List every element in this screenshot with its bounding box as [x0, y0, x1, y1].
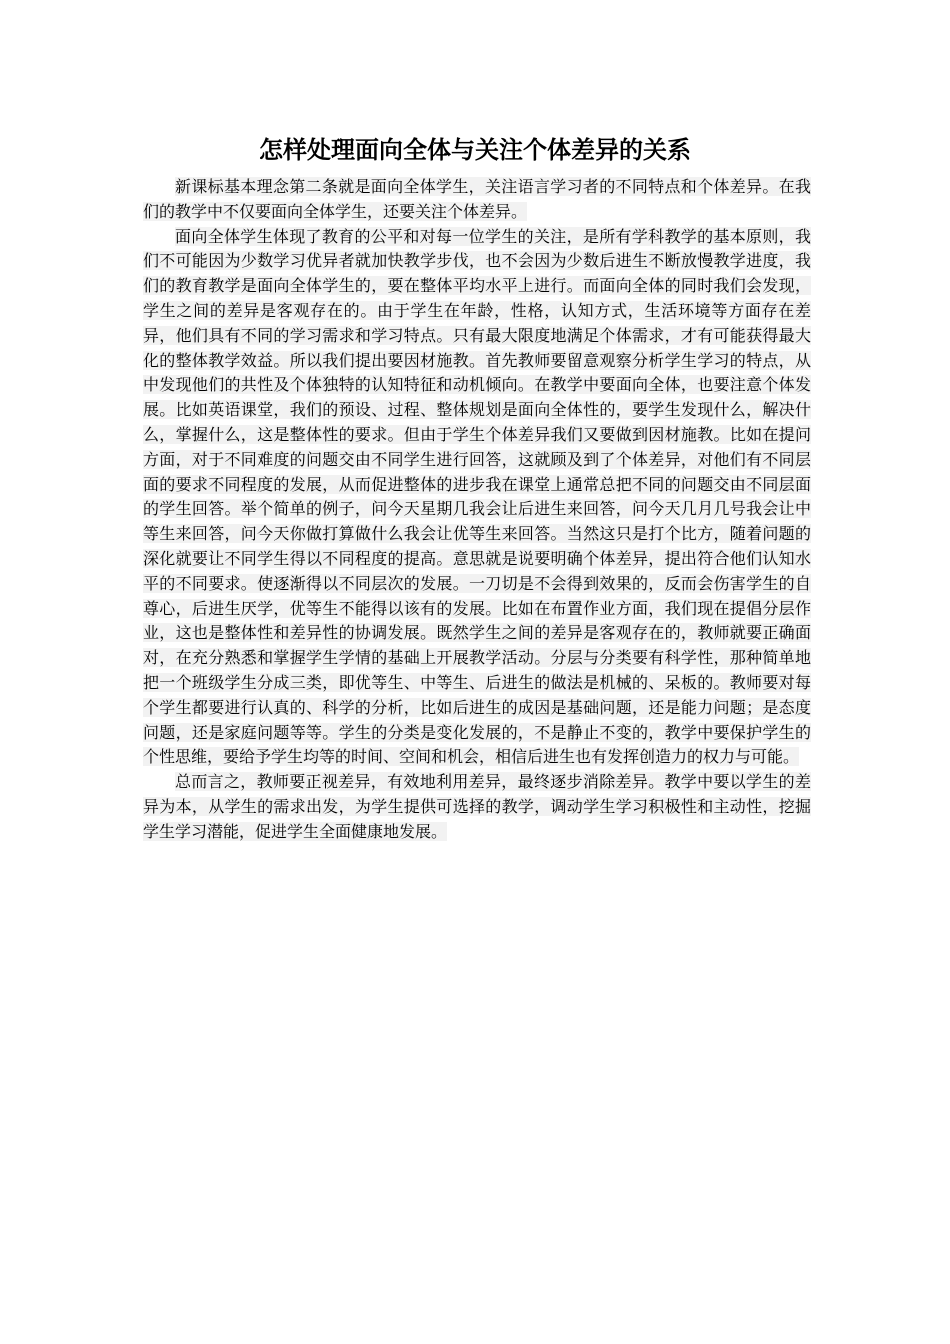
document-body [143, 175, 811, 845]
paragraph-1-text: 新课标基本理念第二条就是面向全体学生，关注语言学习者的不同特点和个体差异。在我们的教学中不仅要面向全体学生，还要关注个体差异。 [143, 177, 811, 221]
paragraph-3 [143, 770, 811, 844]
paragraph-2 [143, 225, 811, 771]
paragraph-3-text: 总而言之，教师要正视差异，有效地利用差异，最终逐步消除差异。教学中要以学生的差异为本，从学生的需求出发，为学生提供可选择的教学，调动学生学习积极性和主动性，挖掘学生学习潜能，促进学生全面健康地发展。 [143, 772, 811, 841]
paragraph-1 [143, 175, 811, 225]
paragraph-2-text: 面向全体学生体现了教育的公平和对每一位学生的关注，是所有学科教学的基本原则，我们不可能因为少数学习优异者就加快教学步伐，也不会因为少数后进生不断放慢教学进度，我们的教育教学是面向全体学生的，要在整体平均水平上进行。而面向全体的同时我们会发现，学生之间的差异是客观存在的。由于学生在年龄，性格，认知方式，生活环境等方面存在差异，他们具有不同的学习需求和学习特点。只有最大限度地满足个体需求，才有可能获得最大化的整体教学效益。所以我们提出要因材施教。首先教师要留意观察分析学生学习的特点，从中发现他们的共性及个体独特的认知特征和动机倾向。在教学中要面向全体，也要注意个体发展。比如英语课堂，我们的预设、过程、整体规划是面向全体性的，要学生发现什么，解决什么，掌握什么，这是整体性的要求。但由于学生个体差异我们又要做到因材施教。比如在提问方面，对于不同难度的问题交由不同学生进行回答，这就顾及到了个体差异，对他们有不同层面的要求不同程度的发展，从而促进整体的进步我在课堂上通常总把不同的问题交由不同层面的学生回答。举个简单的例子，问今天星期几我会让后进生来回答，问今天几月几号我会让中等生来回答，问今天你做打算做什么我会让优等生来回答。当然这只是打个比方，随着问题的深化就要让不同学生得以不同程度的提高。意思就是说要明确个体差异，提出符合他们认知水平的不同要求。使逐渐得以不同层次的发展。一刀切是不会得到效果的，反而会伤害学生的自尊心，后进生厌学，优等生不能得以该有的发展。比如在布置作业方面，我们现在提倡分层作业，这也是整体性和差异性的协调发展。既然学生之间的差异是客观存在的，教师就要正确面对，在充分熟悉和掌握学生学情的基础上开展教学活动。分层与分类要有科学性，那种简单地把一个班级学生分成三类，即优等生、中等生、后进生的做法是机械的、呆板的。教师要对每个学生都要进行认真的、科学的分析，比如后进生的成因是基础问题，还是能力问题；是态度问题，还是家庭问题等等。学生的分类是变化发展的，不是静止不变的，教学中要保护学生的个性思维，要给予学生均等的时间、空间和机会，相信后进生也有发挥创造力的权力与可能。 [143, 226, 811, 767]
page-title: 怎样处理面向全体与关注个体差异的关系 [259, 136, 691, 164]
